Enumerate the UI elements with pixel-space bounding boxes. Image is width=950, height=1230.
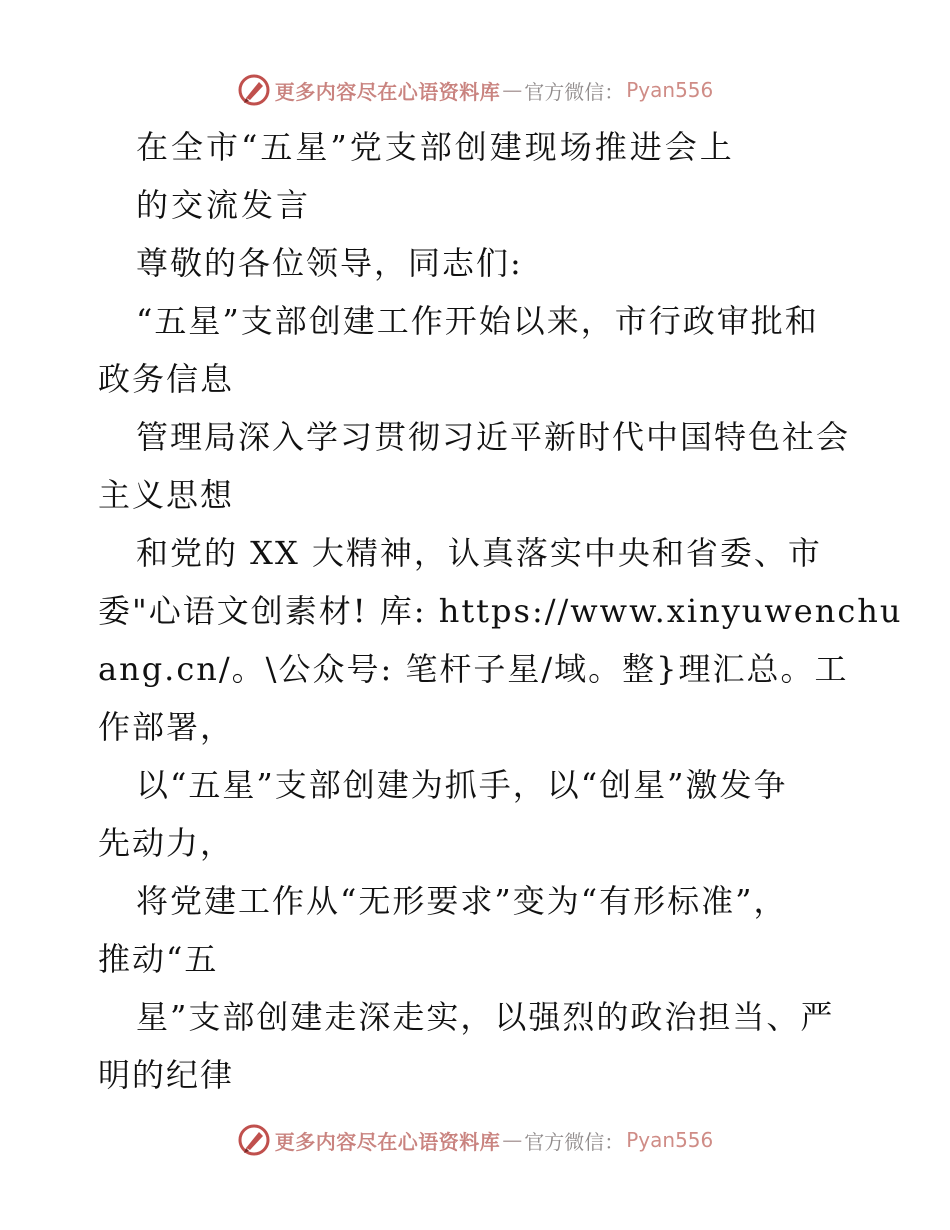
paragraph-line: 明的纪律 [98, 1056, 235, 1094]
document-body [98, 118, 903, 1104]
banner-wechat-id: Pyan556 [626, 78, 714, 102]
banner-wechat-label: 官方微信： [524, 79, 625, 104]
banner-wechat-label: 官方微信： [524, 1129, 625, 1154]
paragraph-line: 星”支部创建走深走实，以强烈的政治担当、严 [136, 998, 835, 1036]
paragraph-line: 和党的 XX 大精神，认真落实中央和省委、市 [136, 534, 822, 572]
banner-dash: — [502, 1128, 523, 1152]
footer-banner [0, 1120, 950, 1160]
doc-title-line-2: 的交流发言 [136, 186, 312, 224]
paragraph-line: 主义思想 [98, 476, 235, 514]
paragraph-line: 推动“五 [98, 940, 219, 978]
header-banner [0, 70, 950, 110]
pen-nib-logo-icon [237, 1123, 271, 1157]
banner-promo-text: 更多内容尽在心语资料库 [274, 79, 501, 104]
paragraph-line: 以“五星”支部创建为抓手，以“创星”激发争 [136, 766, 788, 804]
paragraph-line: “五星”支部创建工作开始以来，市行政审批和 [136, 302, 819, 340]
paragraph-line: 先动力， [98, 824, 235, 862]
paragraph-line: ang.cn/。\公众号: 笔杆子星/域。整}理汇总。工 [98, 650, 849, 688]
paragraph-line: 委"心语文创素材! 库: https://www.xinyuwenchu [98, 592, 903, 630]
pen-nib-logo-icon [237, 73, 271, 107]
banner-wechat-id: Pyan556 [626, 1128, 714, 1152]
paragraph-line: 将党建工作从“无形要求”变为“有形标准”， [136, 882, 788, 920]
banner-dash: — [502, 78, 523, 102]
paragraph-line: 作部署， [98, 708, 235, 746]
paragraph-line: 政务信息 [98, 360, 235, 398]
banner-promo-text: 更多内容尽在心语资料库 [274, 1129, 501, 1154]
salutation: 尊敬的各位领导，同志们: [136, 244, 523, 282]
paragraph-line: 管理局深入学习贯彻习近平新时代中国特色社会 [136, 418, 851, 456]
doc-title-line-1: 在全市“五星”党支部创建现场推进会上 [136, 128, 735, 166]
